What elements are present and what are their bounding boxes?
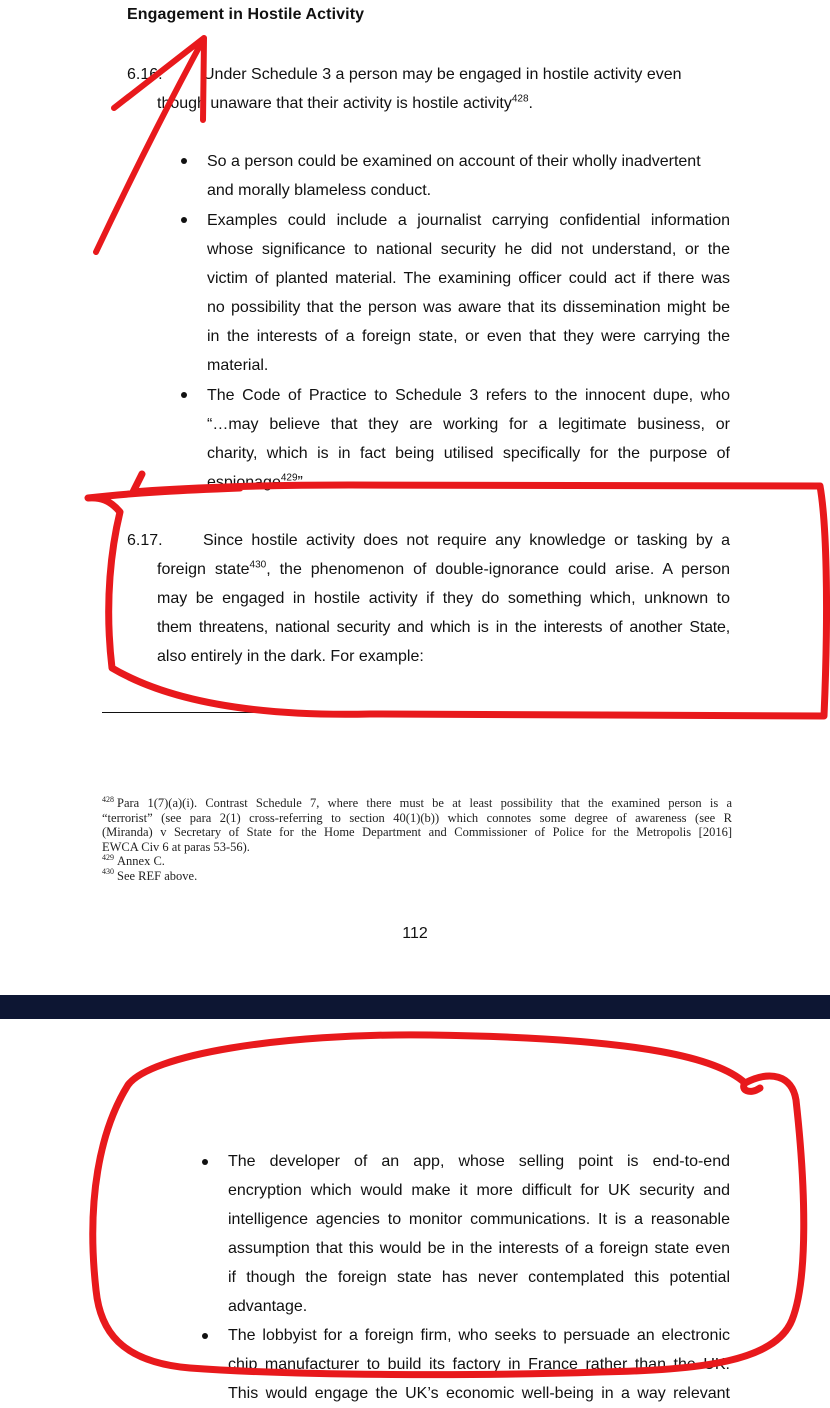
bullet-item-innocent-dupe bbox=[207, 381, 730, 497]
footnote-number: 430 bbox=[102, 867, 114, 877]
paragraph-6-17-line-2 bbox=[157, 555, 730, 584]
paragraph-6-17-line-3: may be engaged in hostile activity if they do something which, unknown to bbox=[157, 590, 730, 607]
footnote-separator bbox=[102, 712, 324, 713]
bullet-line: if though the foreign state has never contemplated this potential bbox=[228, 1269, 730, 1286]
footnote-text: Annex C. bbox=[117, 854, 165, 868]
bullet-item-inadvertent bbox=[207, 147, 730, 205]
bullet-line: This would engage the UK’s economic well-being in a way relevant bbox=[228, 1385, 730, 1402]
bullet-item-journalist bbox=[207, 206, 730, 380]
bullet-line: The Code of Practice to Schedule 3 refers to the innocent dupe, who bbox=[207, 387, 730, 404]
paragraph-number-6-17: 6.17. bbox=[127, 532, 163, 549]
footnote-text: “terrorist” (see para 2(1) cross-referring to section 40(1)(b)) which connotes some degree of awareness (see R bbox=[102, 810, 732, 825]
bullet-line: material. bbox=[207, 357, 269, 374]
bullet-dot bbox=[181, 392, 187, 398]
bullet-line: encryption which would make it more difficult for UK security and bbox=[228, 1182, 730, 1199]
bullet-line: charity, which is in fact being utilised specifically for the purpose of bbox=[207, 445, 730, 462]
bullet-line: The developer of an app, whose selling point is end-to-end bbox=[228, 1153, 730, 1170]
bullet-line bbox=[207, 468, 730, 497]
bullet-line: assumption that this would be in the interests of a foreign state even bbox=[228, 1240, 730, 1257]
bullet-line: victim of planted material. The examining officer could act if there was bbox=[207, 270, 730, 287]
bullet-line: whose significance to national security he did not understand, or the bbox=[207, 241, 730, 258]
paragraph-6-16-end: . bbox=[528, 95, 533, 112]
bullet-dot bbox=[181, 158, 187, 164]
bullet-end: ”. bbox=[297, 474, 308, 491]
page-number: 112 bbox=[402, 925, 428, 942]
bullet-line: The lobbyist for a foreign firm, who seeks to persuade an electronic bbox=[228, 1327, 730, 1344]
bullet-line: no possibility that the person was aware that its dissemination might be bbox=[207, 299, 730, 316]
footnotes bbox=[102, 796, 732, 883]
bullet-line: So a person could be examined on account of their wholly inadvertent bbox=[207, 153, 701, 170]
bullet-line: “…may believe that they are working for a legitimate business, or bbox=[207, 416, 730, 433]
paragraph-6-17-line-4: them threatens, national security and which is in the interests of another State, bbox=[157, 619, 730, 636]
bullet-dot bbox=[181, 217, 187, 223]
paragraph-6-17-line-1: Since hostile activity does not require any knowledge or tasking by a bbox=[203, 532, 730, 549]
bullet-line: advantage. bbox=[228, 1298, 308, 1315]
bullet-line: chip manufacturer to build its factory in France rather than the UK. bbox=[228, 1356, 730, 1373]
paragraph-number-6-16: 6.16. bbox=[127, 66, 163, 83]
bullet-line: in the interests of a foreign state, or even that they were carrying the bbox=[207, 328, 730, 345]
bullet-dot bbox=[202, 1333, 208, 1339]
bullet-dot bbox=[202, 1159, 208, 1165]
footnote-text: (Miranda) v Secretary of State for the Home Department and Commissioner of Police for the Metropolis [2016] bbox=[102, 825, 732, 839]
paragraph-6-17-text: , the phenomenon of double-ignorance could arise. A person bbox=[266, 561, 730, 578]
footnote-429 bbox=[102, 854, 732, 869]
footnote-430 bbox=[102, 869, 732, 884]
bullet-item-lobbyist bbox=[228, 1321, 730, 1408]
footnote-text: See REF above. bbox=[117, 868, 198, 883]
paragraph-6-17-text: foreign state bbox=[157, 561, 250, 578]
paragraph-6-16-text: though unaware that their activity is hostile activity bbox=[157, 95, 512, 112]
footnote-text: Para 1(7)(a)(i). Contrast Schedule 7, where there must be at least possibility that the examined person is a bbox=[117, 796, 732, 810]
footnote-ref-430[interactable]: 430 bbox=[249, 559, 267, 571]
footnote-428 bbox=[102, 796, 732, 811]
paragraph-6-16-line-1: Under Schedule 3 a person may be engaged in hostile activity even bbox=[203, 66, 682, 83]
bullet-line: intelligence agencies to monitor communications. It is a reasonable bbox=[228, 1211, 730, 1228]
footnote-ref-429[interactable]: 429 bbox=[280, 472, 298, 484]
bullet-last-word: espionage bbox=[207, 474, 281, 491]
paragraph-6-17-line-5: also entirely in the dark. For example: bbox=[157, 648, 424, 665]
bullet-line: Examples could include a journalist carrying confidential information bbox=[207, 212, 730, 229]
bullet-line: and morally blameless conduct. bbox=[207, 182, 432, 199]
footnote-number: 429 bbox=[102, 852, 114, 862]
document-page-113 bbox=[0, 1019, 830, 1404]
section-heading: Engagement in Hostile Activity bbox=[127, 6, 365, 23]
page-divider-bar bbox=[0, 995, 830, 1019]
paragraph-6-16-line-2 bbox=[157, 89, 730, 118]
footnote-number: 428 bbox=[102, 794, 114, 804]
footnote-text: EWCA Civ 6 at paras 53-56). bbox=[102, 839, 250, 854]
bullet-item-app-developer bbox=[228, 1147, 730, 1321]
footnote-ref-428[interactable]: 428 bbox=[511, 93, 529, 105]
